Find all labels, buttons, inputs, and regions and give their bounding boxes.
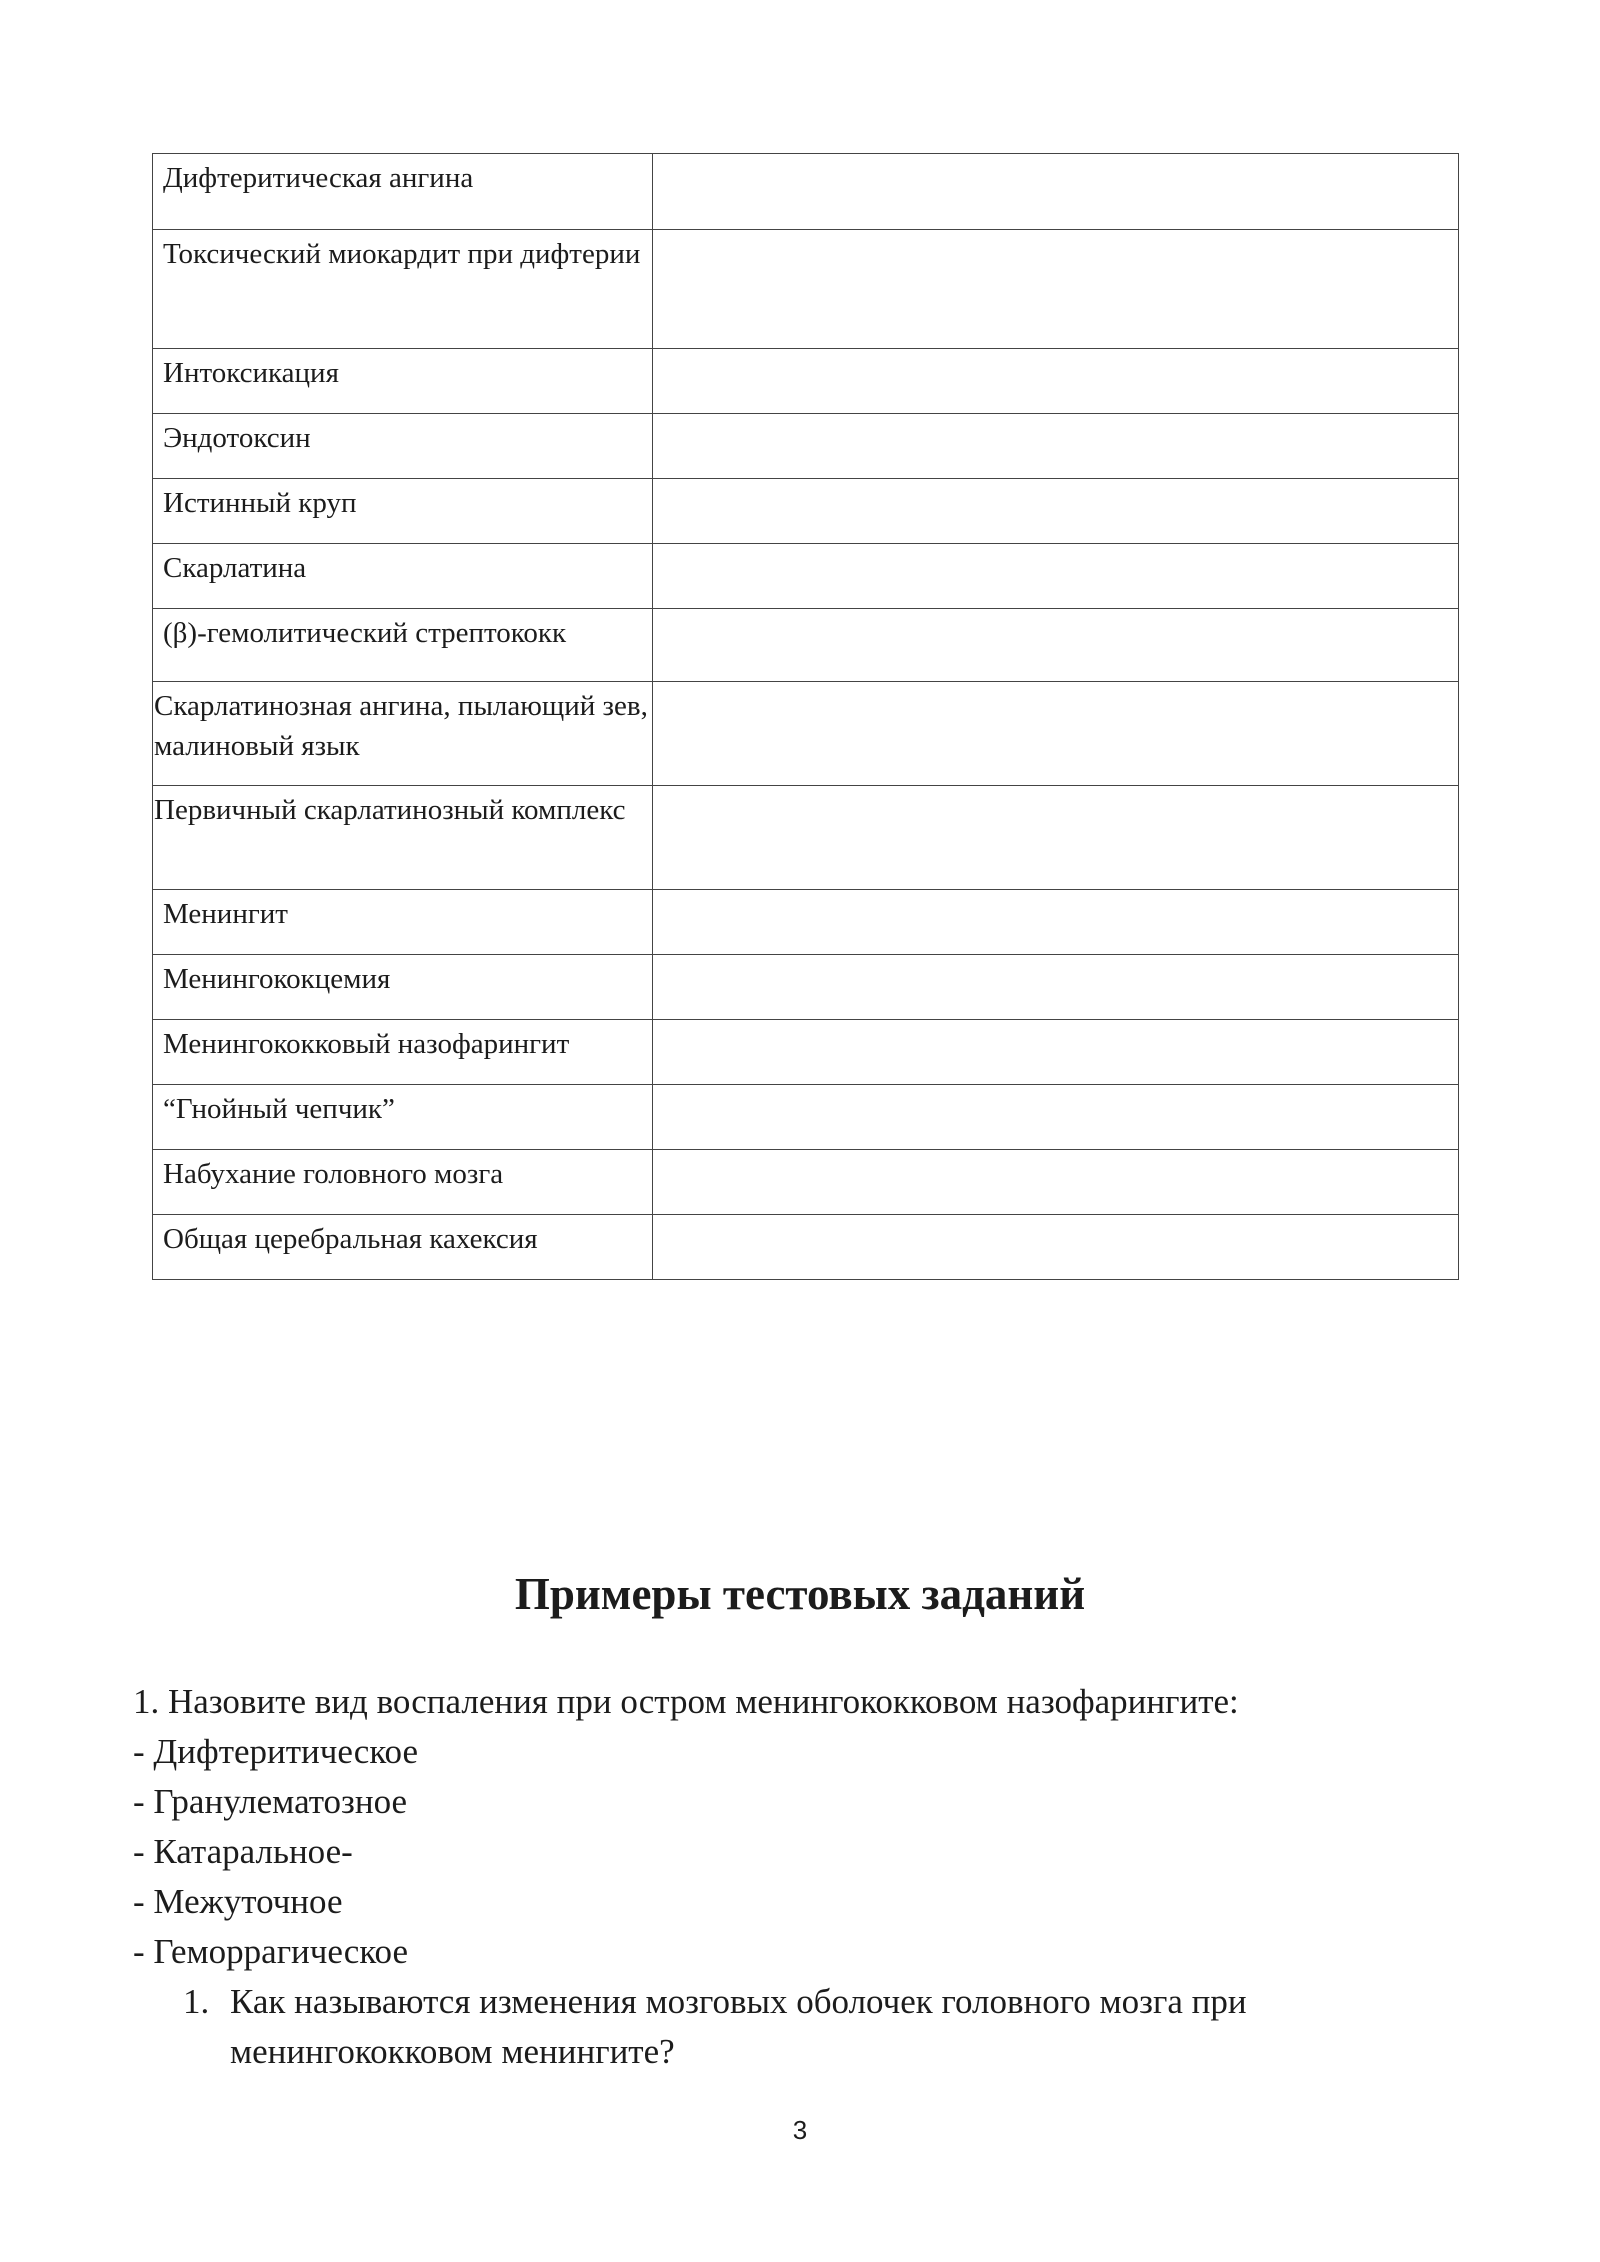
table-row [153, 786, 1459, 890]
table-row [153, 955, 1459, 1020]
term-text: Менингит [163, 898, 288, 930]
definition-cell [653, 479, 1459, 544]
definition-cell [653, 349, 1459, 414]
question-1: 1. Назовите вид воспаления при остром менингококковом назофарингите: [133, 1682, 1239, 1721]
term-text: Интоксикация [163, 357, 339, 389]
term-text: Эндотоксин [163, 422, 311, 454]
term-text: Менингококцемия [163, 963, 391, 995]
table-row [153, 609, 1459, 682]
table-row [153, 1215, 1459, 1280]
term-cell [153, 955, 653, 1020]
term-text: Первичный скарлатинозный комплекс [154, 794, 626, 826]
terms-table [152, 153, 1459, 1280]
table-row [153, 349, 1459, 414]
definition-text [653, 682, 1458, 686]
definition-text [653, 1215, 1458, 1219]
answer-option: - Гранулематозное [133, 1782, 408, 1821]
table-row [153, 414, 1459, 479]
table-row [153, 1150, 1459, 1215]
table-row [153, 154, 1459, 230]
term-text: (β)-гемолитический стрептококк [163, 617, 567, 649]
term-cell [153, 1150, 653, 1215]
term-text: Скарлатинозная ангина, пылающий зев, малиновый язык [154, 690, 648, 762]
term-cell [153, 786, 653, 890]
definition-text [653, 890, 1458, 894]
term-text: Скарлатина [163, 552, 307, 584]
term-cell [153, 609, 653, 682]
definition-cell [653, 414, 1459, 479]
definition-cell [653, 544, 1459, 609]
term-cell [153, 890, 653, 955]
term-cell [153, 1020, 653, 1085]
definition-text [653, 609, 1458, 613]
definition-text [653, 479, 1458, 483]
definition-text [653, 230, 1458, 234]
term-cell [153, 1215, 653, 1280]
term-cell [153, 414, 653, 479]
question-2-text: Как называются изменения мозговых оболочек головного мозга при менингококковом менингите? [230, 1982, 1247, 2071]
definition-cell [653, 154, 1459, 230]
quiz-section [133, 1677, 1433, 2077]
answer-option: - Межуточное [133, 1882, 343, 1921]
definition-text [653, 1085, 1458, 1089]
table-row [153, 479, 1459, 544]
term-cell [153, 349, 653, 414]
definition-text [653, 349, 1458, 353]
definition-text [653, 955, 1458, 959]
term-text: Общая церебральная кахексия [163, 1223, 538, 1255]
table-row [153, 230, 1459, 349]
table-row [153, 544, 1459, 609]
definition-cell [653, 786, 1459, 890]
definition-cell [653, 1020, 1459, 1085]
term-cell [153, 544, 653, 609]
definition-cell [653, 230, 1459, 349]
definition-text [653, 154, 1458, 158]
term-text: Набухание головного мозга [163, 1158, 504, 1190]
answer-option: - Катаральное- [133, 1832, 353, 1871]
definition-cell [653, 609, 1459, 682]
definition-cell [653, 1085, 1459, 1150]
definition-text [653, 1150, 1458, 1154]
question-2-number: 1. [183, 1982, 210, 2021]
definition-text [653, 1020, 1458, 1024]
table-row [153, 682, 1459, 786]
table-row [153, 890, 1459, 955]
question-2 [183, 1977, 1433, 2077]
term-text: Токсический миокардит при дифтерии [163, 238, 641, 270]
definition-text [653, 414, 1458, 418]
term-text: “Гнойный чепчик” [163, 1093, 395, 1125]
table-row [153, 1085, 1459, 1150]
table-row [153, 1020, 1459, 1085]
page-number: 3 [792, 2115, 808, 2145]
definition-cell [653, 890, 1459, 955]
term-cell [153, 682, 653, 786]
definition-cell [653, 682, 1459, 786]
term-text: Дифтеритическая ангина [163, 162, 474, 194]
answer-option: - Геморрагическое [133, 1932, 409, 1971]
answer-option: - Дифтеритическое [133, 1732, 419, 1771]
term-text: Истинный круп [163, 487, 357, 519]
term-cell [153, 1085, 653, 1150]
term-cell [153, 230, 653, 349]
term-cell [153, 154, 653, 230]
definition-text [653, 544, 1458, 548]
definition-text [653, 786, 1458, 790]
definition-cell [653, 1215, 1459, 1280]
section-heading: Примеры тестовых заданий [514, 1569, 1086, 1619]
definition-cell [653, 1150, 1459, 1215]
definition-cell [653, 955, 1459, 1020]
term-cell [153, 479, 653, 544]
term-text: Менингококковый назофарингит [163, 1028, 570, 1060]
